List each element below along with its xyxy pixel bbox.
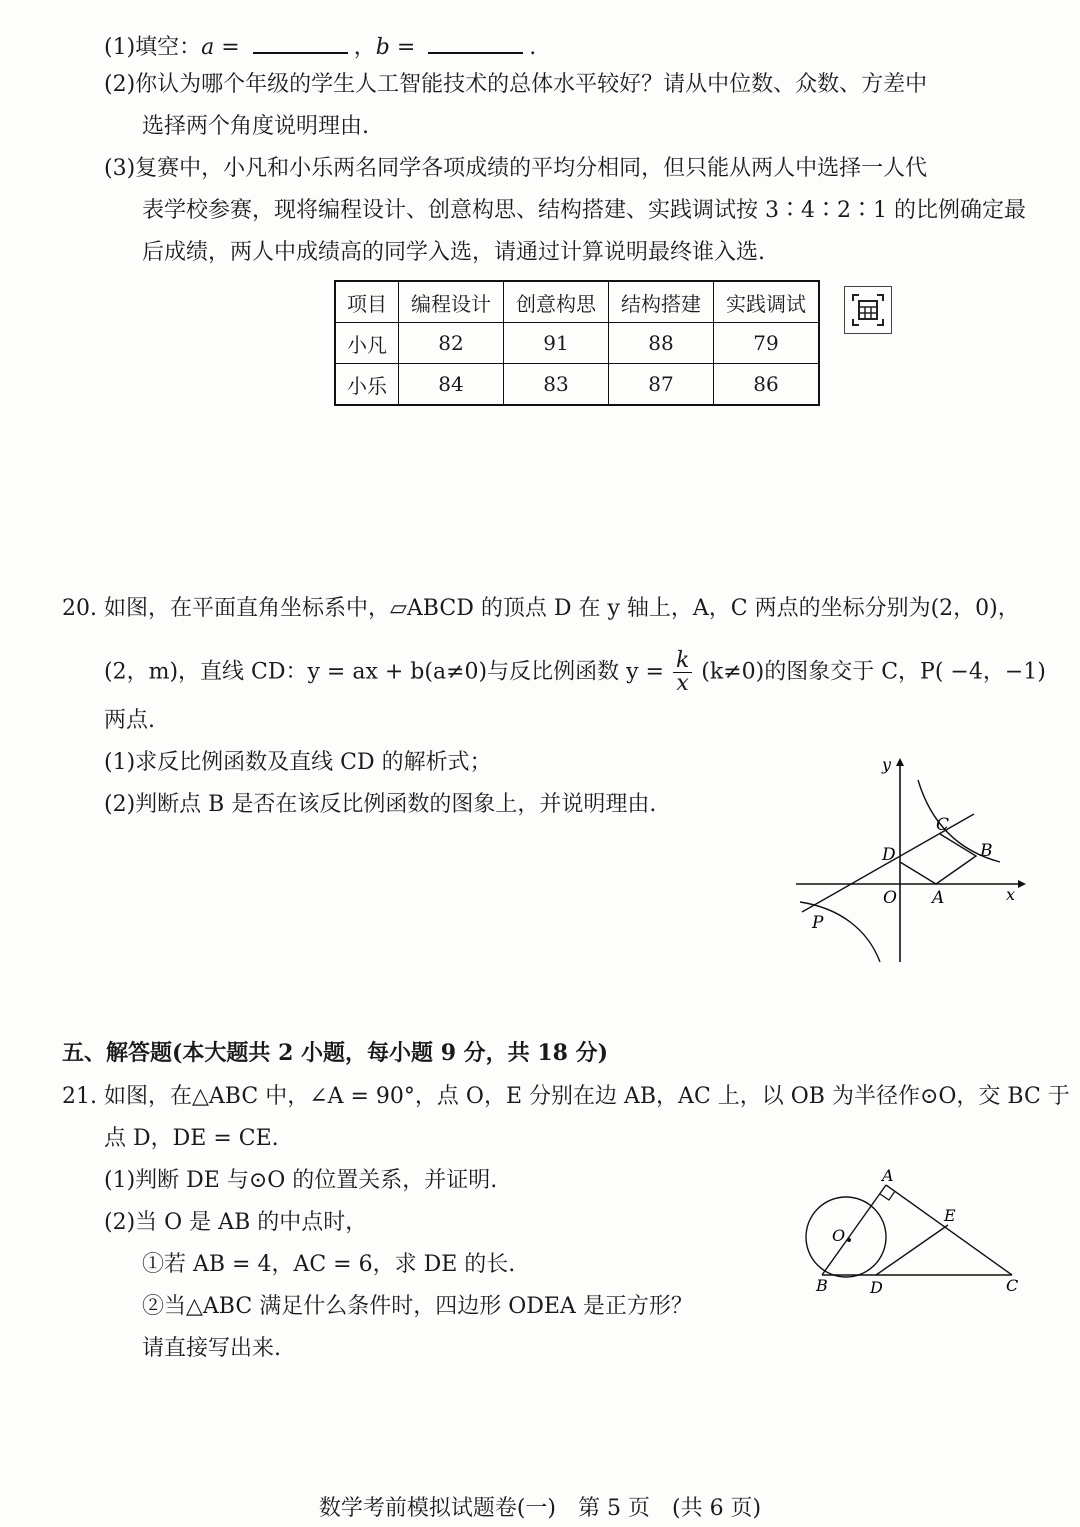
table-cell: 83 [504,364,609,406]
var-a: a [201,35,215,60]
label-p: P [812,913,824,933]
label-a: A [882,1166,894,1185]
var-b: b [375,35,390,60]
circle-o [806,1197,886,1277]
side-ac [886,1185,1012,1275]
label-d: D [870,1278,883,1297]
table-cell: 91 [504,323,609,364]
answer-blank-b [428,30,523,54]
q21-triangle-figure [800,1165,1040,1300]
equals-sign: = [389,35,423,60]
parallelogram-abcd [900,834,976,884]
table-cell: 86 [714,364,820,406]
label-b: B [980,841,993,861]
table-header-cell: 编程设计 [399,281,504,323]
table-header-cell: 实践调试 [714,281,820,323]
q20-part2: (2)判断点 B 是否在该反比例函数的图象上，并说明理由. [104,792,657,817]
q21-part2: (2)当 O 是 AB 的中点时， [104,1210,368,1235]
table-cell: 小乐 [335,364,399,406]
q19-part1-label: (1)填空： [104,35,202,60]
q21-part2-sub3: 请直接写出来. [142,1336,281,1361]
right-angle-mark [880,1191,895,1200]
q20-stem-line2-end: (k≠0)的图象交于 C，P( −4，−1) [701,659,1046,685]
answer-blank-a [253,30,348,54]
table-header-cell: 项目 [335,281,399,323]
q20-stem-line2 [104,650,1046,695]
table-row [335,323,819,364]
table-header-cell: 结构搭建 [609,281,714,323]
q19-part3-line1: (3)复赛中，小凡和小乐两名同学各项成绩的平均分相同，但只能从两人中选择一人代 [104,156,928,181]
center-point-o [847,1238,851,1242]
label-c: C [1006,1276,1019,1295]
q21-part1: (1)判断 DE 与⊙O 的位置关系，并证明. [104,1168,498,1193]
table-cell: 84 [399,364,504,406]
label-o: O [832,1226,846,1245]
score-table [334,280,820,406]
scan-code-icon [844,286,892,334]
q19-part2-line2: 选择两个角度说明理由. [142,114,369,139]
q19-part3-line3: 后成绩，两人中成绩高的同学入选，请通过计算说明最终谁入选. [142,240,765,265]
period: . [529,35,537,60]
label-a: A [932,888,945,908]
table-cell: 88 [609,323,714,364]
fraction-numerator: k [673,650,692,673]
q20-stem-line3: 两点. [104,708,155,733]
label-c: C [936,815,950,835]
table-header-row [335,281,819,323]
q21-part2-sub2: ②当△ABC 满足什么条件时，四边形 ODEA 是正方形？ [142,1294,693,1319]
label-e: E [944,1206,956,1225]
q20-stem-line1: 20. 如图，在平面直角坐标系中，▱ABCD 的顶点 D 在 y 轴上，A，C 两点的坐标分别为(2，0)， [62,596,1020,621]
q20-coordinate-figure [790,750,1030,970]
page-footer: 数学考前模拟试题卷(一) 第 5 页 (共 6 页) [318,1496,762,1521]
x-axis-arrow-icon [1018,880,1026,888]
q19-part1 [104,30,536,63]
table-cell: 79 [714,323,820,364]
label-x: x [1006,885,1016,904]
section-heading: 五、解答题(本大题共 2 小题，每小题 9 分，共 18 分) [62,1040,609,1066]
fraction-k-over-x [673,650,692,695]
q19-part2-line1: (2)你认为哪个年级的学生人工智能技术的总体水平较好？请从中位数、众数、方差中 [104,72,928,97]
q19-part3-line2: 表学校参赛，现将编程设计、创意构思、结构搭建、实践调试按 3∶4∶2∶1 的比例确定最 [142,198,1026,223]
label-o: O [883,888,897,908]
comma: ， [353,35,376,60]
q21-stem-line1: 21. 如图，在△ABC 中，∠A = 90°，点 O，E 分别在边 AB，AC 上，以 OB 为半径作⊙O，交 BC 于 [62,1084,1070,1109]
segment-de [876,1225,948,1275]
y-axis-arrow-icon [896,758,904,766]
table-cell: 87 [609,364,714,406]
q21-part2-sub1: ①若 AB = 4，AC = 6，求 DE 的长. [142,1252,516,1277]
table-row [335,364,819,406]
fraction-denominator: x [676,671,689,696]
q20-stem-line2-start: (2，m)，直线 CD：y = ax + b(a≠0)与反比例函数 y = [104,659,664,685]
q20-part1: (1)求反比例函数及直线 CD 的解析式； [104,750,492,775]
table-cell: 小凡 [335,323,399,364]
equals-sign: = [214,35,247,60]
table-cell: 82 [399,323,504,364]
label-b: B [816,1276,828,1295]
label-d: D [882,845,896,865]
q21-stem-line2: 点 D，DE = CE. [104,1126,279,1151]
table-header-cell: 创意构思 [504,281,609,323]
label-y: y [882,755,892,774]
